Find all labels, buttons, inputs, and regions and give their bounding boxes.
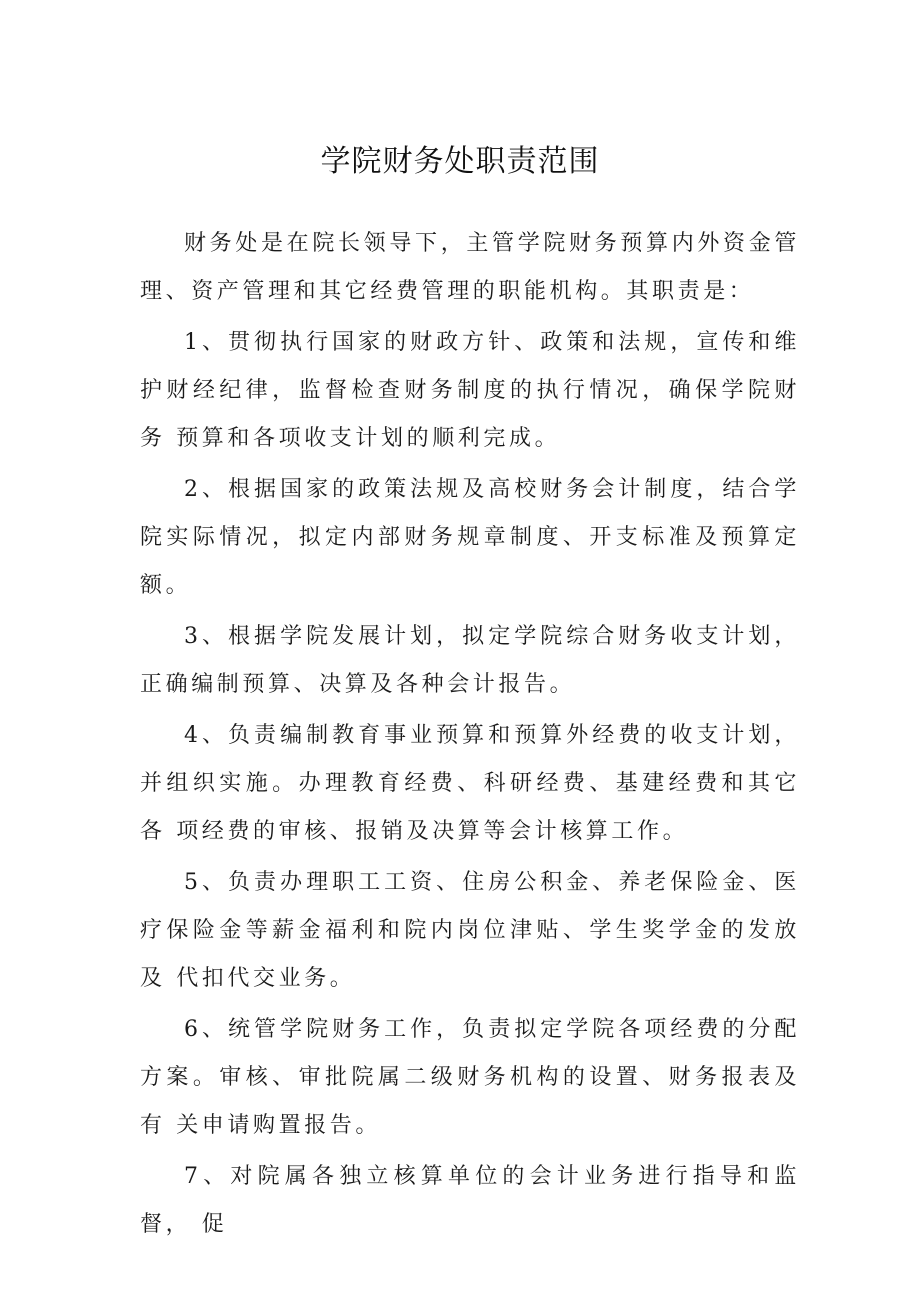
duty-item-6: 6、统管学院财务工作，负责拟定学院各项经费的分配 方案。审核、审批院属二级财务机构的设置、财务报表及有 关申请购置报告。 — [140, 1017, 800, 1138]
duty-item-1: 1、贯彻执行国家的财政方针、政策和法规，宣传和维 护财经纪律，监督检查财务制度的执行情况，确保学院财务 预算和各项收支计划的顺利完成。 — [140, 330, 800, 451]
duty-item-5: 5、负责办理职工工资、住房公积金、养老保险金、医 疗保险金等薪金福利和院内岗位津贴、学生奖学金的发放及 代扣代交业务。 — [140, 870, 800, 991]
duty-item-7: 7、对院属各独立核算单位的会计业务进行指导和监督， 促 — [140, 1164, 800, 1237]
document-body — [140, 220, 800, 1252]
document-title: 学院财务处职责范围 — [320, 144, 600, 179]
duty-item-4: 4、负责编制教育事业预算和预算外经费的收支计划， 并组织实施。办理教育经费、科研经费、基建经费和其它各 项经费的审核、报销及决算等会计核算工作。 — [140, 723, 800, 844]
duty-item-2: 2、根据国家的政策法规及高校财务会计制度，结合学 院实际情况，拟定内部财务规章制度、开支标准及预算定额。 — [140, 477, 800, 598]
duty-item-3: 3、根据学院发展计划，拟定学院综合财务收支计划， 正确编制预算、决算及各种会计报告。 — [140, 624, 800, 697]
intro-paragraph: 财务处是在院长领导下，主管学院财务预算内外资金管 理、资产管理和其它经费管理的职能机构。其职责是： — [140, 231, 800, 304]
